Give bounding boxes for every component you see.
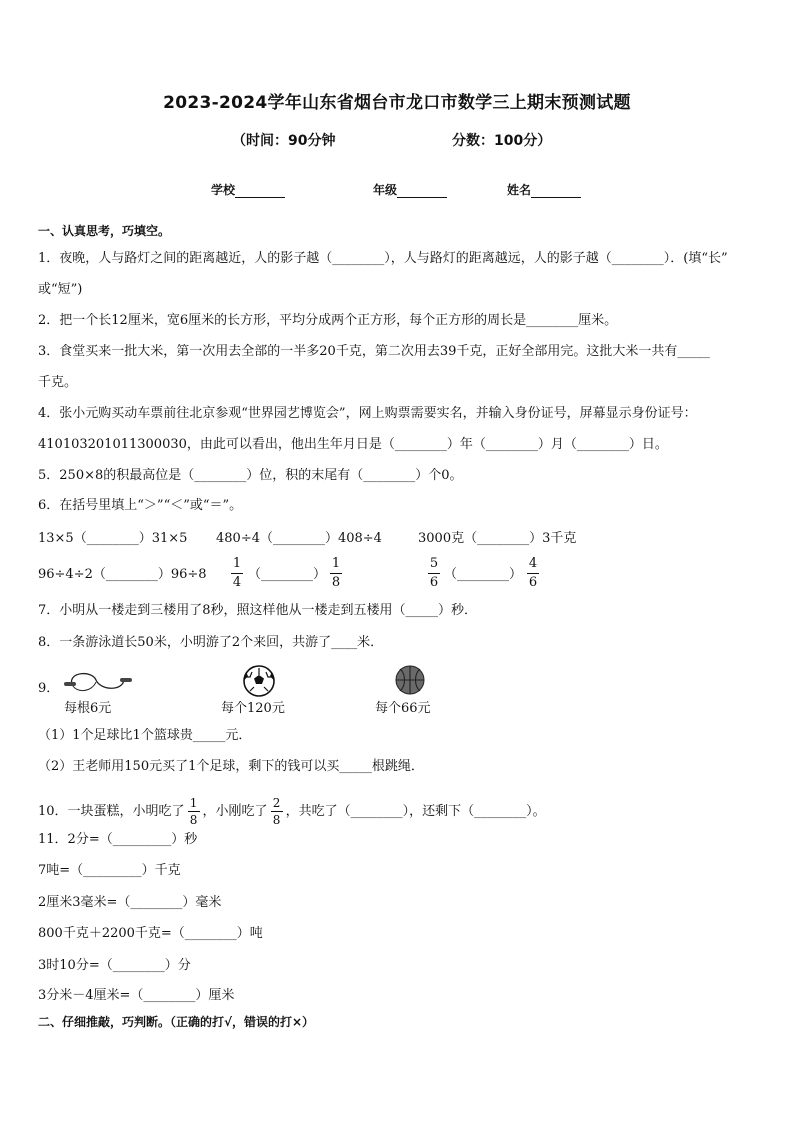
q11-line1: 11．2分=（_________）秒 xyxy=(38,832,198,847)
q5-text: 5．250×8的积最高位是（________）位，积的末尾有（________）个0。 xyxy=(38,468,463,483)
q11-line2: 7吨=（_________）千克 xyxy=(38,863,181,878)
q9-number: 9． xyxy=(38,681,60,696)
q9-sub1: （1）1个足球比1个篮球贵_____元． xyxy=(38,728,252,743)
fraction-bar xyxy=(231,573,243,574)
q3-line2: 千克。 xyxy=(38,375,78,390)
fraction-denominator: 4 xyxy=(232,575,242,590)
jump-rope-price: 每根6元 xyxy=(64,701,112,716)
grade-field xyxy=(373,181,447,198)
q6-row1-col3: 3000克（________）3千克 xyxy=(418,531,577,546)
q6-fraction-4-6 xyxy=(525,556,541,591)
q10-part1: 10．一块蛋糕，小明吃了 xyxy=(38,804,185,819)
q10-fraction-1-8 xyxy=(187,796,201,827)
fraction-numerator: 1 xyxy=(331,556,341,571)
q10-fraction-2-8 xyxy=(270,796,284,827)
fraction-bar xyxy=(428,573,440,574)
q11-line4: 800千克＋2200千克=（________）吨 xyxy=(38,926,263,941)
q6-row1-col2: 480÷4（________）408÷4 xyxy=(216,531,382,546)
soccer-ball-price: 每个120元 xyxy=(221,701,285,716)
fraction-numerator: 2 xyxy=(272,796,281,810)
q10-text xyxy=(38,794,546,830)
q6-row1-col1: 13×5（________）31×5 xyxy=(38,531,188,546)
school-blank xyxy=(235,185,285,198)
q7-text: 7．小明从一楼走到三楼用了8秒，照这样他从一楼走到五楼用（_____）秒． xyxy=(38,603,478,618)
name-field xyxy=(507,181,581,198)
fraction-denominator: 8 xyxy=(189,813,198,827)
exam-time: （时间：90分钟 xyxy=(232,133,336,149)
q6-fraction-1-8 xyxy=(328,556,344,591)
fraction-denominator: 6 xyxy=(528,575,538,590)
section1-heading: 一、认真思考，巧填空。 xyxy=(38,224,171,238)
q11-line6: 3分米－4厘米=（________）厘米 xyxy=(38,988,235,1003)
fraction-denominator: 8 xyxy=(272,813,281,827)
q6-heading: 6．在括号里填上“＞”“＜”或“＝”。 xyxy=(38,498,243,513)
fraction-numerator: 1 xyxy=(189,796,198,810)
q4-line2: 410103201011300030，由此可以看出，他出生年月日是（________）年（________）月（________）日。 xyxy=(38,437,668,452)
page-title: 2023-2024学年山东省烟台市龙口市数学三上期末预测试题 xyxy=(163,93,631,113)
q11-line5: 3时10分=（________）分 xyxy=(38,958,191,973)
fraction-numerator: 4 xyxy=(528,556,538,571)
fraction-numerator: 5 xyxy=(429,556,439,571)
school-field xyxy=(211,181,285,198)
school-label: 学校 xyxy=(211,183,236,197)
q9-sub2: （2）王老师用150元买了1个足球，剩下的钱可以买_____根跳绳． xyxy=(38,759,424,774)
q11-line3: 2厘米3毫米=（________）毫米 xyxy=(38,895,222,910)
fraction-denominator: 6 xyxy=(429,575,439,590)
q6-row2-blank-3: （________） xyxy=(444,567,523,582)
fraction-denominator: 8 xyxy=(331,575,341,590)
q1-line1: 1．夜晚，人与路灯之间的距离越近，人的影子越（________），人与路灯的距离越远，人的影子越（________）．(填“长” xyxy=(38,251,728,266)
q3-line1: 3．食堂买来一批大米，第一次用去全部的一半多20千克，第二次用去39千克，正好全部用完。这批大米一共有_____ xyxy=(38,344,710,359)
jump-rope-icon xyxy=(62,670,132,696)
fraction-numerator: 1 xyxy=(232,556,242,571)
q6-fraction-5-6 xyxy=(426,556,442,591)
q10-part2: ，小刚吃了 xyxy=(202,804,268,819)
basketball-price: 每个66元 xyxy=(375,701,431,716)
fraction-bar xyxy=(188,811,200,812)
name-blank xyxy=(531,185,581,198)
name-label: 姓名 xyxy=(507,183,532,197)
q10-part3: ，共吃了（________），还剩下（________）。 xyxy=(285,804,546,819)
basketball-icon xyxy=(394,664,426,696)
q2-text: 2．把一个长12厘米，宽6厘米的长方形，平均分成两个正方形，每个正方形的周长是________厘米。 xyxy=(38,313,618,328)
grade-blank xyxy=(397,185,447,198)
q1-line2: 或“短”) xyxy=(38,282,83,297)
q6-row2-col1: 96÷4÷2（________）96÷8 xyxy=(38,567,207,582)
exam-score: 分数：100分） xyxy=(452,133,552,149)
section2-heading: 二、仔细推敲，巧判断。（正确的打√，错误的打×） xyxy=(38,1015,315,1029)
grade-label: 年级 xyxy=(373,183,398,197)
fraction-bar xyxy=(527,573,539,574)
q6-row2-blank-2: （________） xyxy=(248,567,327,582)
q4-line1: 4．张小元购买动车票前往北京参观“世界园艺博览会”，网上购票需要实名，并输入身份证号，屏幕显示身份证号： xyxy=(38,406,697,421)
fraction-bar xyxy=(271,811,283,812)
q8-text: 8．一条游泳道长50米，小明游了2个来回，共游了____米． xyxy=(38,635,384,650)
fraction-bar xyxy=(330,573,342,574)
q6-fraction-1-4 xyxy=(229,556,245,591)
soccer-ball-icon xyxy=(242,664,276,698)
